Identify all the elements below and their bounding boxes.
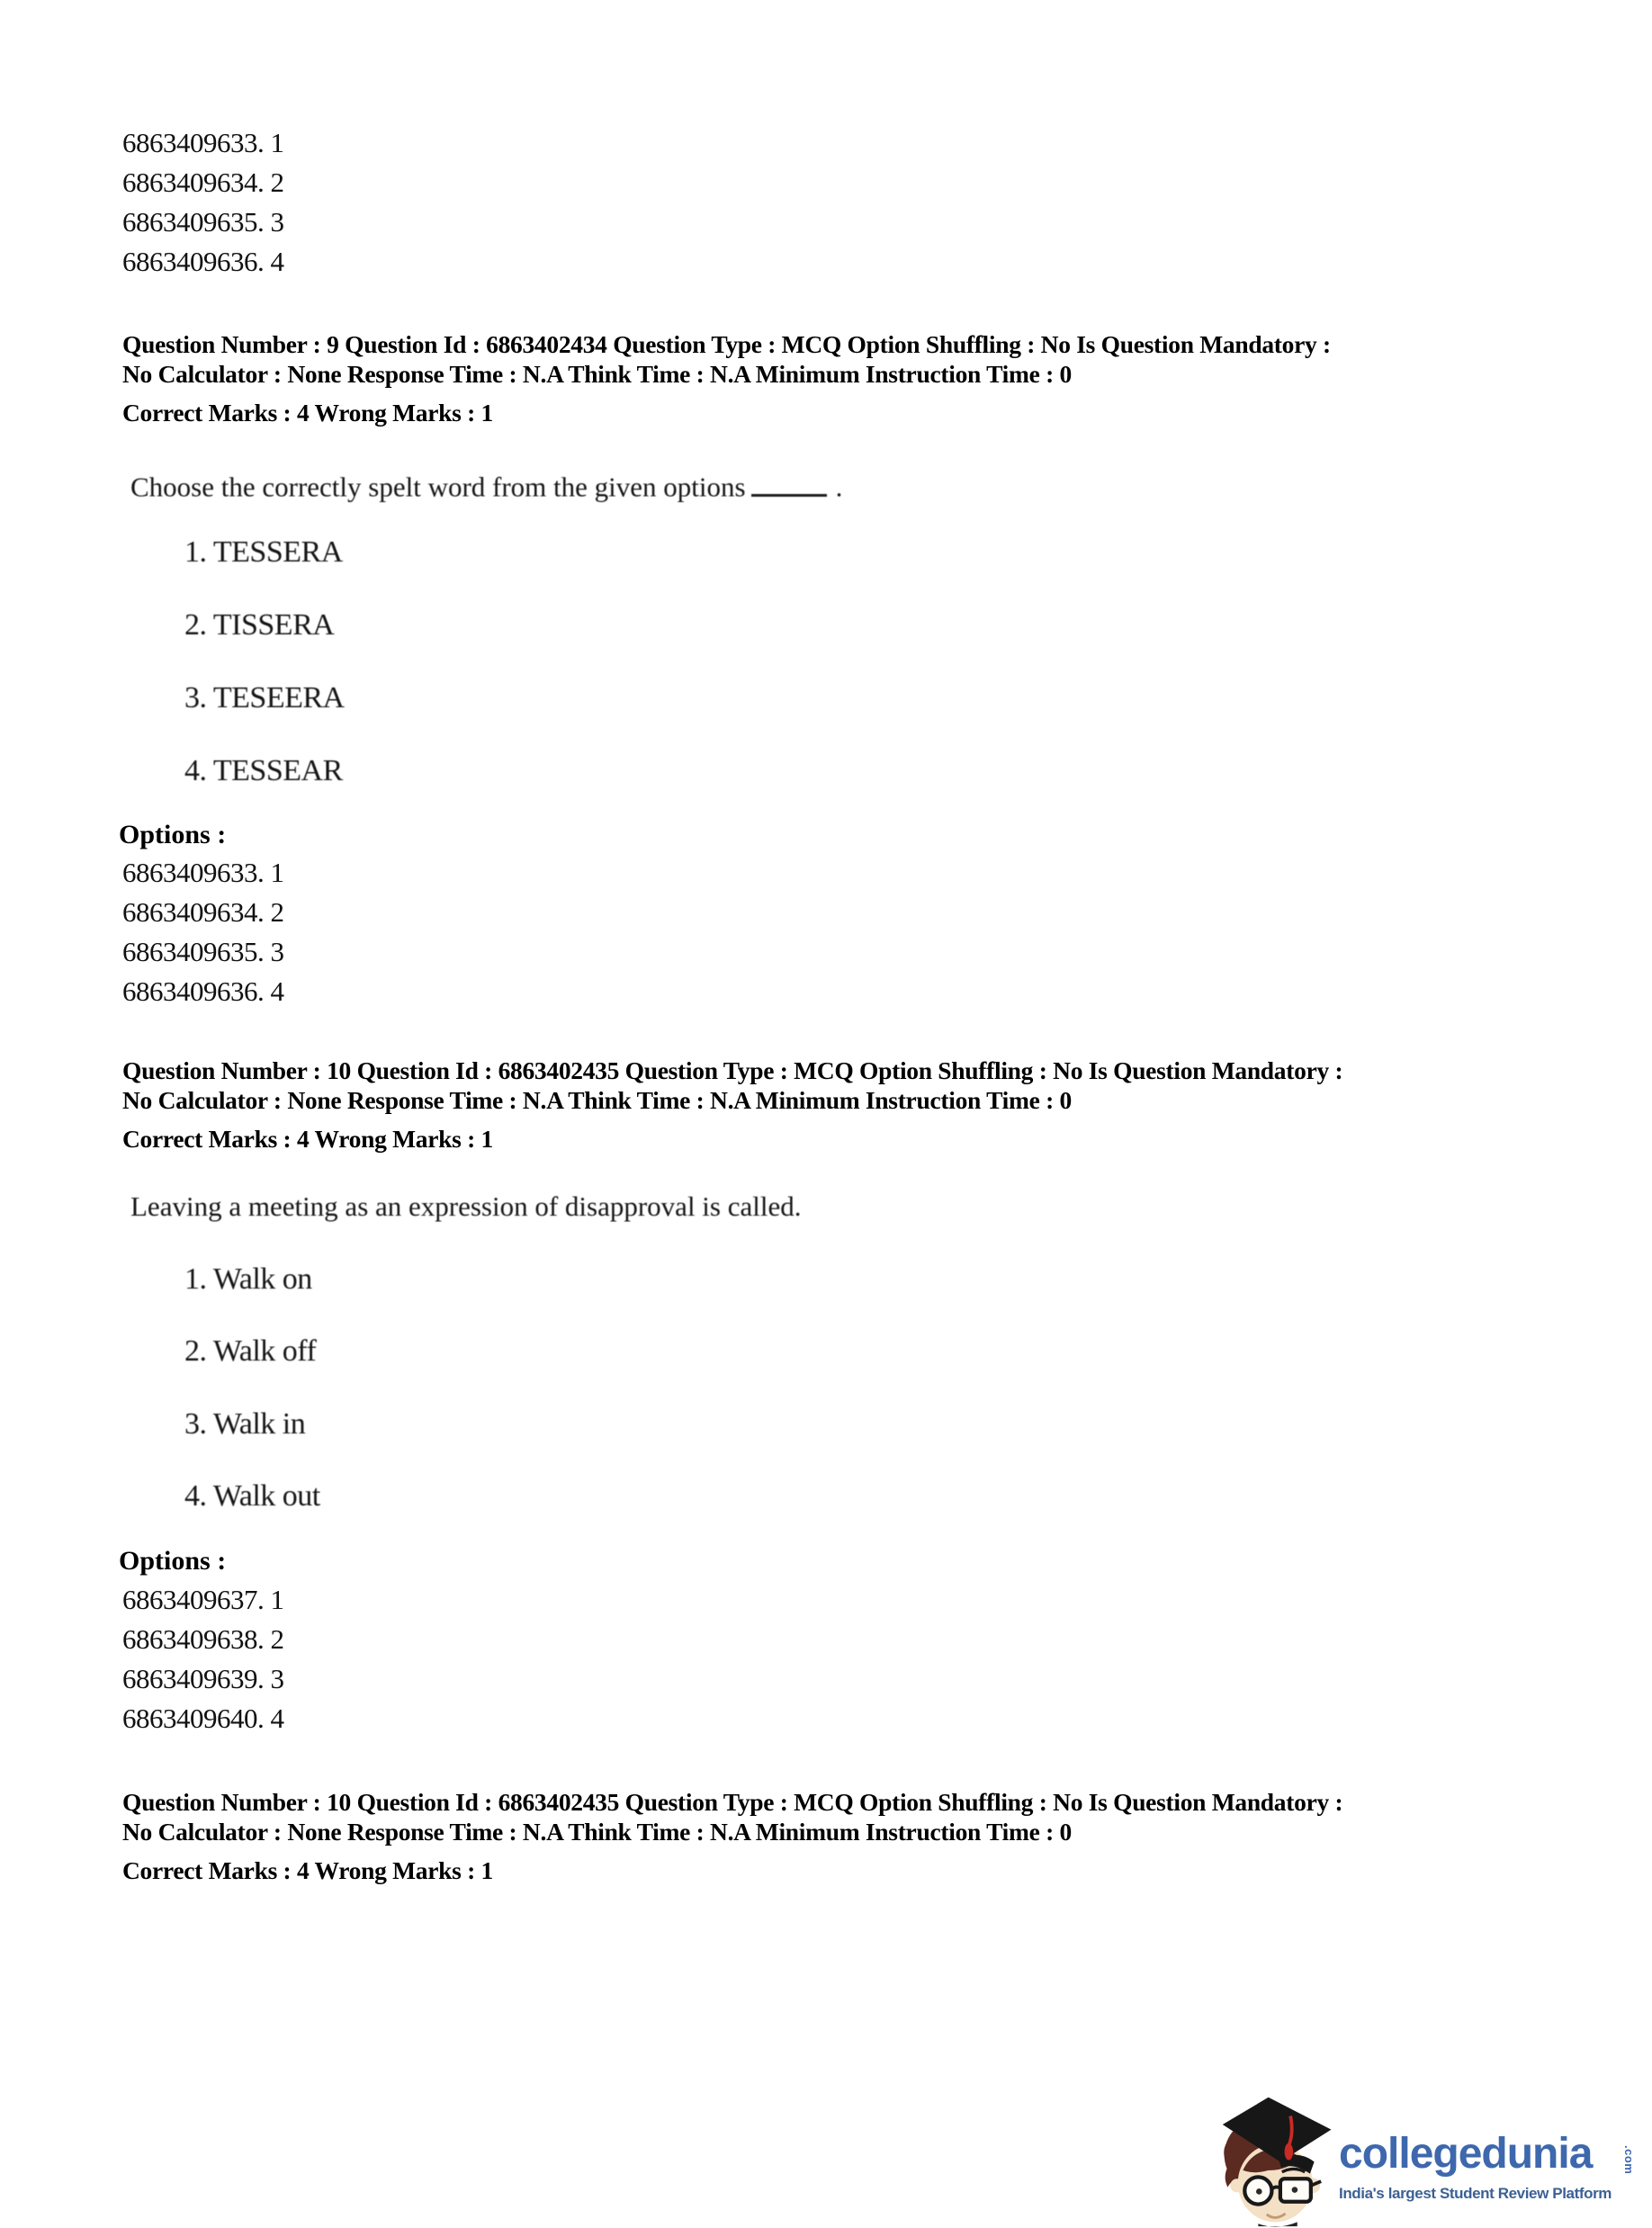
choice-3: 3. Walk in <box>184 1407 306 1441</box>
option-id-row: 6863409634. 2 <box>122 896 284 928</box>
choice-2: 2. Walk off <box>184 1334 317 1368</box>
question-meta-line1: Question Number : 10 Question Id : 6863402435 Question Type : MCQ Option Shuffling : No Is Question Mandatory : <box>122 1788 1343 1816</box>
choice-3: 3. TESEERA <box>184 681 345 714</box>
question-meta-line1: Question Number : 9 Question Id : 6863402434 Question Type : MCQ Option Shuffling : No Is Question Mandatory : <box>122 330 1331 358</box>
option-id-row: 6863409636. 4 <box>122 975 284 1007</box>
choice-4: 4. TESSEAR <box>184 754 343 787</box>
question-meta-line1: Question Number : 10 Question Id : 6863402435 Question Type : MCQ Option Shuffling : No Is Question Mandatory : <box>122 1056 1343 1084</box>
question-meta-line2: No Calculator : None Response Time : N.A Think Time : N.A Minimum Instruction Time : 0 <box>122 1086 1072 1114</box>
option-id-row: 6863409640. 4 <box>122 1702 284 1734</box>
option-id-row: 6863409636. 4 <box>122 246 284 277</box>
choice-4: 4. Walk out <box>184 1479 320 1513</box>
question9-meta <box>122 329 1331 427</box>
option-id-row: 6863409633. 1 <box>122 857 284 888</box>
choice-2: 2. TISSERA <box>184 608 335 642</box>
choice-1: 1. TESSERA <box>184 535 343 569</box>
marks-line: Correct Marks : 4 Wrong Marks : 1 <box>122 1125 493 1153</box>
question10-repeat-meta <box>122 1787 1342 1885</box>
options-label: Options : <box>119 820 227 849</box>
answer-blank <box>751 465 827 497</box>
question-text: Leaving a meeting as an expression of disapproval is called. <box>130 1190 802 1222</box>
question-meta-line2: No Calculator : None Response Time : N.A Think Time : N.A Minimum Instruction Time : 0 <box>122 360 1072 388</box>
question10-meta <box>122 1056 1342 1154</box>
choice-1: 1. Walk on <box>184 1262 312 1296</box>
brand-tld: .com <box>1622 2145 1636 2175</box>
question-meta-line2: No Calculator : None Response Time : N.A Think Time : N.A Minimum Instruction Time : 0 <box>122 1818 1072 1846</box>
question9-option-ids <box>122 853 284 1011</box>
carryover-option-ids <box>122 123 284 282</box>
brand-tagline: India's largest Student Review Platform <box>1339 2185 1612 2202</box>
question-text <box>130 465 842 505</box>
option-id-row: 6863409638. 2 <box>122 1623 284 1655</box>
option-id-row: 6863409637. 1 <box>122 1584 284 1615</box>
brand-text: collegedunia <box>1339 2130 1593 2178</box>
option-id-row: 6863409634. 2 <box>122 166 284 198</box>
option-id-row: 6863409633. 1 <box>122 127 284 158</box>
question-text-before-blank: Choose the correctly spelt word from the given options <box>130 471 746 503</box>
option-id-row: 6863409635. 3 <box>122 206 284 238</box>
student-mascot-icon <box>1219 2094 1338 2228</box>
options-label: Options : <box>119 1546 227 1576</box>
option-id-row: 6863409635. 3 <box>122 936 284 967</box>
question10-option-ids <box>122 1580 284 1738</box>
marks-line: Correct Marks : 4 Wrong Marks : 1 <box>122 1856 493 1884</box>
marks-line: Correct Marks : 4 Wrong Marks : 1 <box>122 399 493 427</box>
option-id-row: 6863409639. 3 <box>122 1663 284 1694</box>
question-text-after-blank: . <box>835 471 843 503</box>
